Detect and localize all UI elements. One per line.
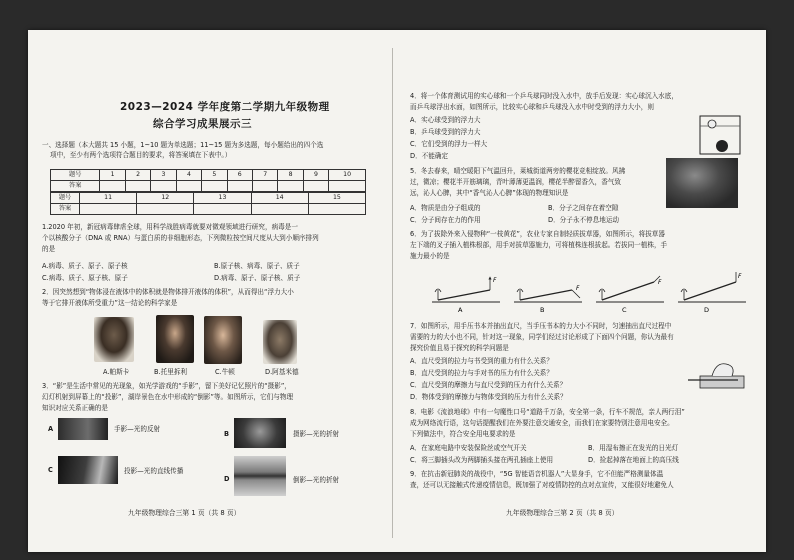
table-cell: 15: [308, 193, 365, 204]
option-label-d: D: [704, 306, 710, 314]
q8-option-d: D．捡起掉落在地面上的高压线: [588, 456, 679, 464]
exam-sheet: [28, 30, 766, 552]
table-row: [51, 193, 366, 204]
q6-line1: 6．为了拔除外来入侵物种“一枝黄花”，农业专家自制轻质拔草器，如图所示，将拔草器: [410, 230, 665, 238]
right-page-footer: 九年级物理综合三第 2 页（共 8 页）: [506, 509, 619, 517]
q1-line3: 的是: [42, 245, 56, 253]
lever-bar: [438, 290, 490, 300]
q3-letter-a: A: [48, 425, 54, 433]
q3-option-b: 摄影—光的折射: [293, 430, 340, 438]
q3-letter-d: D: [224, 475, 230, 483]
answer-cell[interactable]: [251, 204, 308, 215]
ping-pong-ball-icon: [708, 120, 716, 128]
plant-icon: [681, 289, 687, 300]
q1-option-c: C.病毒、质子、原子核、原子: [42, 274, 128, 282]
plant-icon: [435, 289, 441, 300]
q3-line1: 3．“影”是生活中常见的光现象，如光学游戏的“手影”，留下美好记忆照片的“摄影”，: [42, 382, 291, 390]
q7-option-a: A．直尺受到的拉力与书受到的重力有什么关系？: [410, 357, 553, 365]
q6-line3: 施力最小的是: [410, 252, 450, 260]
table-cell: 13: [194, 193, 251, 204]
table-cell: 6: [227, 170, 252, 181]
q5-line2: 过，微凉；樱花半开筋璃璃，青叶薄薄更温润，樱花半醉留香久，香气致: [410, 178, 621, 186]
projector-image: [58, 456, 118, 484]
table-cell: 题号: [51, 193, 80, 204]
lever-bar: [602, 282, 654, 300]
lever-option-b: [514, 285, 582, 314]
q7-option-b: B．直尺受到的拉力与手对书的压力有什么关系？: [410, 369, 553, 377]
q3-letter-c: C: [48, 466, 53, 474]
q4-option-d: D．不能确定: [410, 152, 449, 160]
lever-bar: [520, 290, 572, 300]
table-cell: 4: [176, 170, 201, 181]
lever-option-a: [432, 277, 500, 314]
table-row: [51, 170, 366, 181]
q5-line1: 5．冬去春来，晴空暖阳下气温回升，莱城街道两旁的樱花竞相绽放。风拂: [410, 167, 626, 175]
cherry-blossom-photo: [666, 158, 738, 208]
plant-icon: [599, 289, 605, 300]
q4-option-a: A．实心球受到的浮力大: [410, 116, 481, 124]
table-cell: 题号: [51, 170, 100, 181]
force-label: F: [576, 285, 580, 292]
table-cell: 10: [329, 170, 366, 181]
q5-option-d: D．分子永不停息地运动: [548, 216, 620, 224]
table-cell: 7: [252, 170, 277, 181]
q5-option-b: B．分子之间存在着空隙: [548, 204, 619, 212]
table-cell: 答案: [51, 181, 100, 192]
answer-cell[interactable]: [125, 181, 150, 192]
portrait-torricelli: [156, 315, 194, 363]
option-label-b: B: [540, 306, 545, 314]
left-page-footer: 九年级物理综合三第 1 页（共 8 页）: [128, 509, 241, 517]
table-cell: 12: [137, 193, 194, 204]
force-label: F: [493, 277, 497, 284]
solid-ball-icon: [716, 140, 728, 152]
answer-cell[interactable]: [202, 181, 227, 192]
right-page: [398, 30, 766, 552]
table-cell: 2: [125, 170, 150, 181]
q2-line1: 2．因突然想到“物体浸在液体中的体积就是物体排开液体的体积”，从而得出“浮力大小: [42, 288, 294, 296]
q2-line2: 等于它排开液体所受重力”这一结论的科学家是: [42, 299, 178, 307]
table-cell: 5: [202, 170, 227, 181]
q8-option-a: A．在家庭电路中安装保险丝或空气开关: [410, 444, 527, 452]
q8-option-c: C．将三脚插头改为两脚插头接在两孔插座上使用: [410, 456, 554, 464]
section1-heading-line2: 项中，至少有两个选项符合题目的要求，将答案填在下表中。）: [50, 151, 232, 159]
option-label-a: A: [458, 306, 463, 314]
q1-line1: 1.2020 年初，新冠病毒肆虐全球，用科学战胜病毒就要对微观领域进行研究，病毒是一: [42, 223, 298, 231]
portrait-pascal: [94, 317, 134, 362]
answer-table-1: [50, 169, 366, 192]
answer-cell[interactable]: [80, 204, 137, 215]
q4-option-b: B．乒乓球受到的浮力大: [410, 128, 481, 136]
q3-line3: 知识对应关系正确的是: [42, 404, 108, 412]
q7-option-d: D．物体受到的摩擦力与物体受到的压力有什么关系？: [410, 393, 567, 401]
q7-option-c: C．直尺受到的摩擦力与直尺受到的压力有什么关系？: [410, 381, 567, 389]
book-ruler-figure: [686, 356, 748, 394]
q5-line3: 远，沁人心脾，其中“香气沁人心脾”体现的物理知识是: [410, 189, 569, 197]
answer-cell[interactable]: [176, 181, 201, 192]
q2-option-a: A.帕斯卡: [103, 368, 130, 376]
q8-line3: 下列做法中，符合安全用电要求的是: [410, 430, 516, 438]
lever-bar: [684, 282, 736, 300]
q1-option-d: D.病毒、原子、原子核、质子: [214, 274, 301, 282]
option-label-c: C: [622, 306, 627, 314]
photography-image: [234, 418, 286, 448]
q3-option-c: 投影—光的直线传播: [124, 467, 184, 475]
q3-line2: 幻灯机射到屏幕上的“投影”，湖岸景色在水中形成的“倒影”等。如图所示，它们与物理: [42, 393, 294, 401]
q3-option-d: 倒影—光的折射: [293, 476, 340, 484]
answer-cell[interactable]: [137, 204, 194, 215]
table-cell: 答案: [51, 204, 80, 215]
hand-shadow-image: [58, 418, 108, 440]
q1-line2: 个以核酸分子（DNA 或 RNA）与蛋白质的非细胞形态，下列微粒按空间尺度从大到小顺序排列: [42, 234, 319, 242]
q5-option-a: A．物质是由分子组成的: [410, 204, 481, 212]
q1-option-a: A.病毒、质子、原子、原子核: [42, 262, 128, 270]
q7-line3: 探究价值且易于探究的科学问题是: [410, 344, 509, 352]
reflection-image: [234, 456, 286, 496]
page-divider: [392, 48, 393, 538]
plant-icon: [517, 289, 523, 300]
answer-cell[interactable]: [303, 181, 328, 192]
weeder-lever-figure: [428, 272, 748, 314]
answer-cell[interactable]: [278, 181, 303, 192]
table-cell: 11: [80, 193, 137, 204]
force-label: F: [738, 273, 742, 280]
answer-table-2: [50, 192, 366, 215]
q2-option-c: C.牛顿: [215, 368, 235, 376]
q3-option-a: 手影—光的反射: [114, 425, 161, 433]
q4-line1: 4．将一个体育测试用的实心球和一个乒乓球同时没入水中，放手后发现：实心球沉入水底，: [410, 92, 678, 100]
exam-subtitle: 综合学习成果展示三: [153, 118, 252, 130]
q8-option-b: B．用湿布擦正在发光的日光灯: [588, 444, 679, 452]
hand-icon: [712, 364, 733, 376]
q4-option-c: C．它们受到的浮力一样大: [410, 140, 488, 148]
table-cell: 1: [100, 170, 125, 181]
force-label: F: [658, 279, 662, 286]
left-page: [28, 30, 390, 552]
table-row: [51, 204, 366, 215]
answer-cell[interactable]: [227, 181, 252, 192]
q8-line1: 8．电影《流浪地球》中有一句魔性口号“道路千万条，安全第一条，行车不规范，亲人两行泪”: [410, 408, 685, 416]
portrait-newton: [204, 316, 242, 364]
table-cell: 14: [251, 193, 308, 204]
q7-line1: 7．如图所示，用手压书本并抽出直尺，当手压书本的力大小不同时，匀速抽出直尺过程中: [410, 322, 672, 330]
exam-title: 2023—2024 学年度第二学期九年级物理: [120, 101, 330, 113]
answer-cell[interactable]: [252, 181, 277, 192]
answer-cell[interactable]: [100, 181, 125, 192]
book-icon: [700, 376, 744, 388]
table-row: [51, 181, 366, 192]
q7-line2: 需要的力的大小也不同，针对这一现象，同学们经过讨论形成了下面四个问题，你认为最有: [410, 333, 674, 341]
q9-line2: 查，还可以无接触式传递疫情信息，既加强了对疫情防控的点对点宣传，又能很好地避免人: [410, 481, 674, 489]
ball-in-water-figure: [698, 112, 742, 156]
q5-option-c: C．分子间存在力的作用: [410, 216, 481, 224]
table-cell: 9: [303, 170, 328, 181]
answer-cell[interactable]: [329, 181, 366, 192]
q4-line2: 而乒乓球浮出水面，如图所示，比较实心球和乒乓球没入水中时受到的浮力大小，则: [410, 103, 654, 111]
lever-option-c: [596, 276, 664, 314]
q2-option-b: B.托里拆利: [154, 368, 187, 376]
q9-line1: 9．在抗击新冠肺炎的战役中，“5G 智能语音机器人”大显身手，它不但能严格测量体温: [410, 470, 664, 478]
table-cell: 8: [278, 170, 303, 181]
q6-line2: 左下端的叉子插入植株根部，用手对拔草器施力，可将植株连根拔起。若拔同一植株，手: [410, 241, 668, 249]
q1-option-b: B.原子核、病毒、原子、质子: [214, 262, 300, 270]
section1-heading: 一、选择题（本大题共 15 小题，1~10 题为单选题；11~15 题为多选题，每小题给出的四个选: [42, 141, 324, 149]
q3-letter-b: B: [224, 430, 230, 438]
table-cell: 3: [151, 170, 176, 181]
q8-line2: 成为网络流行语，这句话提醒我们在外要注意交通安全，而我们在家要特别注意用电安全。: [410, 419, 674, 427]
portrait-archimedes: [263, 320, 297, 364]
q2-option-d: D.阿基米德: [265, 368, 299, 376]
lever-option-d: [678, 272, 746, 314]
answer-cell[interactable]: [308, 204, 365, 215]
answer-cell[interactable]: [151, 181, 176, 192]
answer-cell[interactable]: [194, 204, 251, 215]
